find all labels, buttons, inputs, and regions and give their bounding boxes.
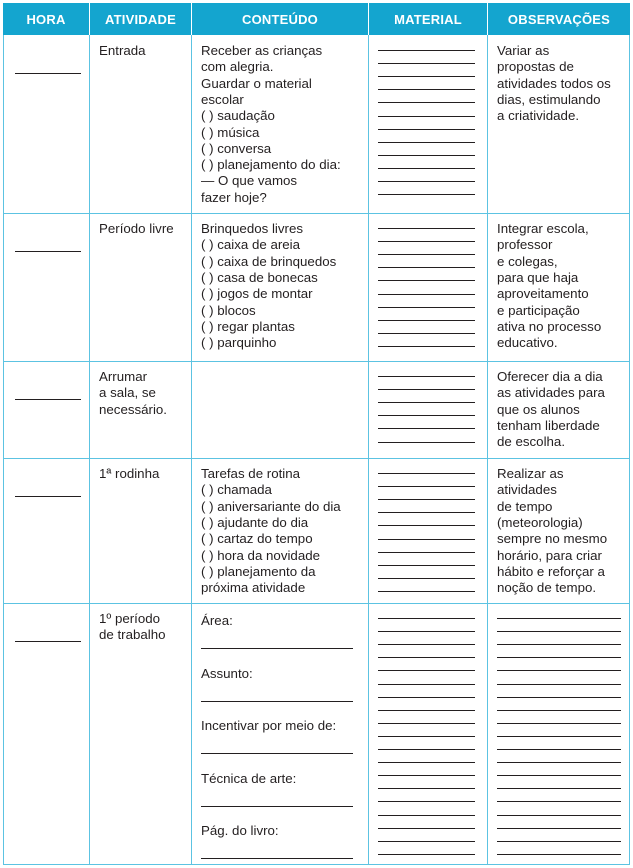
material-blank[interactable] <box>378 539 475 540</box>
row-divider <box>3 361 630 362</box>
column-divider <box>89 35 90 865</box>
observacoes-blank[interactable] <box>497 841 621 842</box>
hora-blank[interactable] <box>15 251 81 252</box>
observacoes-blank[interactable] <box>497 618 621 619</box>
hora-blank[interactable] <box>15 73 81 74</box>
material-blank[interactable] <box>378 749 475 750</box>
atividade-text: 1º período <box>99 611 161 626</box>
material-blank[interactable] <box>378 63 475 64</box>
observacoes-text: ativa no processo <box>497 318 602 334</box>
conteudo-field-blank[interactable] <box>201 858 353 859</box>
atividade-text: Arrumar <box>99 369 148 384</box>
observacoes-blank[interactable] <box>497 736 621 737</box>
conteudo-field-label: Técnica de arte: <box>201 770 297 786</box>
conteudo-text: próxima atividade <box>201 580 306 596</box>
observacoes-blank[interactable] <box>497 684 621 685</box>
material-blank[interactable] <box>378 618 475 619</box>
material-blank[interactable] <box>378 76 475 77</box>
observacoes-blank[interactable] <box>497 657 621 658</box>
material-blank[interactable] <box>378 801 475 802</box>
observacoes-blank[interactable] <box>497 801 621 802</box>
conteudo-text: ( ) jogos de montar <box>201 286 313 302</box>
column-divider <box>191 35 192 865</box>
material-blank[interactable] <box>378 50 475 51</box>
material-blank[interactable] <box>378 710 475 711</box>
conteudo-text: ( ) conversa <box>201 140 272 156</box>
observacoes-text: atividades todos os <box>497 75 611 91</box>
material-blank[interactable] <box>378 294 475 295</box>
observacoes-text: tenham liberdade <box>497 417 600 433</box>
material-blank[interactable] <box>378 428 475 429</box>
material-blank[interactable] <box>378 775 475 776</box>
conteudo-text: Tarefas de rotina <box>201 466 301 481</box>
observacoes-text: dias, estimulando <box>497 91 601 107</box>
observacoes-text: aproveitamento <box>497 286 589 302</box>
conteudo-text: ( ) planejamento da <box>201 563 316 579</box>
conteudo-field-label: Incentivar por meio de: <box>201 718 337 733</box>
material-blank[interactable] <box>378 591 475 592</box>
material-blank[interactable] <box>378 89 475 90</box>
hora-blank[interactable] <box>15 399 81 400</box>
conteudo-text: com alegria. <box>201 59 274 75</box>
header-hora: HORA <box>3 3 89 35</box>
observacoes-text: (meteorologia) <box>497 514 583 530</box>
material-blank[interactable] <box>378 181 475 182</box>
material-blank[interactable] <box>378 102 475 103</box>
row-divider <box>3 213 630 214</box>
material-blank[interactable] <box>378 512 475 513</box>
material-blank[interactable] <box>378 736 475 737</box>
conteudo-text: ( ) saudação <box>201 108 275 124</box>
conteudo-text: ( ) hora da novidade <box>201 547 321 563</box>
material-blank[interactable] <box>378 402 475 403</box>
material-blank[interactable] <box>378 552 475 553</box>
observacoes-blank[interactable] <box>497 644 621 645</box>
observacoes-text: a criatividade. <box>497 108 580 124</box>
material-blank[interactable] <box>378 525 475 526</box>
conteudo-text: ( ) ajudante do dia <box>201 514 309 530</box>
material-blank[interactable] <box>378 442 475 443</box>
material-blank[interactable] <box>378 854 475 855</box>
material-blank[interactable] <box>378 155 475 156</box>
material-blank[interactable] <box>378 415 475 416</box>
observacoes-blank[interactable] <box>497 854 621 855</box>
material-blank[interactable] <box>378 499 475 500</box>
observacoes-text: e participação <box>497 302 580 318</box>
material-blank[interactable] <box>378 254 475 255</box>
atividade-text: Entrada <box>99 43 146 58</box>
material-blank[interactable] <box>378 815 475 816</box>
observacoes-blank[interactable] <box>497 749 621 750</box>
row-divider <box>3 458 630 459</box>
observacoes-text: atividades <box>497 482 557 498</box>
hora-blank[interactable] <box>15 641 81 642</box>
observacoes-blank[interactable] <box>497 775 621 776</box>
conteudo-text: ( ) caixa de brinquedos <box>201 253 337 269</box>
observacoes-blank[interactable] <box>497 670 621 671</box>
conteudo-text: ( ) planejamento do dia: <box>201 157 341 173</box>
material-blank[interactable] <box>378 228 475 229</box>
material-blank[interactable] <box>378 657 475 658</box>
conteudo-text: ( ) aniversariante do dia <box>201 498 341 514</box>
conteudo-field-label: Área: <box>201 613 233 628</box>
observacoes-blank[interactable] <box>497 697 621 698</box>
material-blank[interactable] <box>378 578 475 579</box>
observacoes-blank[interactable] <box>497 815 621 816</box>
header-material: MATERIAL <box>369 3 487 35</box>
conteudo-text: ( ) caixa de areia <box>201 237 301 253</box>
material-blank[interactable] <box>378 389 475 390</box>
material-blank[interactable] <box>378 142 475 143</box>
observacoes-text: de tempo <box>497 498 553 514</box>
material-blank[interactable] <box>378 346 475 347</box>
conteudo-text: ( ) regar plantas <box>201 318 295 334</box>
observacoes-text: Realizar as <box>497 466 564 481</box>
material-blank[interactable] <box>378 280 475 281</box>
observacoes-text: que os alunos <box>497 401 580 417</box>
observacoes-text: educativo. <box>497 335 558 351</box>
material-blank[interactable] <box>378 116 475 117</box>
observacoes-text: professor <box>497 237 553 253</box>
material-blank[interactable] <box>378 631 475 632</box>
observacoes-text: hábito e reforçar a <box>497 563 605 579</box>
material-blank[interactable] <box>378 644 475 645</box>
material-blank[interactable] <box>378 670 475 671</box>
conteudo-text: fazer hoje? <box>201 189 267 205</box>
hora-blank[interactable] <box>15 496 81 497</box>
conteudo-text: ( ) parquinho <box>201 335 277 351</box>
conteudo-text: ( ) blocos <box>201 302 256 318</box>
material-blank[interactable] <box>378 241 475 242</box>
lesson-plan-table <box>3 3 630 865</box>
conteudo-text: escolar <box>201 91 244 107</box>
conteudo-text: ( ) música <box>201 124 260 140</box>
column-divider <box>487 35 488 865</box>
conteudo-text: ( ) casa de bonecas <box>201 269 318 285</box>
material-blank[interactable] <box>378 307 475 308</box>
material-blank[interactable] <box>378 723 475 724</box>
material-blank[interactable] <box>378 376 475 377</box>
observacoes-text: para que haja <box>497 269 579 285</box>
material-blank[interactable] <box>378 828 475 829</box>
conteudo-text: Guardar o material <box>201 75 312 91</box>
conteudo-field-label: Pág. do livro: <box>201 823 279 838</box>
header-atividade: ATIVIDADE <box>90 3 191 35</box>
conteudo-text: — O que vamos <box>201 173 298 189</box>
observacoes-text: Variar as <box>497 43 550 58</box>
conteudo-field-blank[interactable] <box>201 753 353 754</box>
conteudo-text: Receber as crianças <box>201 43 323 58</box>
observacoes-blank[interactable] <box>497 762 621 763</box>
conteudo-field-blank[interactable] <box>201 648 353 649</box>
material-blank[interactable] <box>378 684 475 685</box>
material-blank[interactable] <box>378 267 475 268</box>
material-blank[interactable] <box>378 129 475 130</box>
material-blank[interactable] <box>378 168 475 169</box>
material-blank[interactable] <box>378 320 475 321</box>
header-conteudo: CONTEÚDO <box>192 3 368 35</box>
material-blank[interactable] <box>378 333 475 334</box>
atividade-text: necessário. <box>99 401 167 417</box>
observacoes-text: as atividades para <box>497 385 605 401</box>
observacoes-text: e colegas, <box>497 253 558 269</box>
column-divider <box>368 35 369 865</box>
observacoes-blank[interactable] <box>497 631 621 632</box>
atividade-text: Período livre <box>99 221 174 236</box>
material-blank[interactable] <box>378 565 475 566</box>
observacoes-text: horário, para criar <box>497 547 602 563</box>
conteudo-text: Brinquedos livres <box>201 221 303 236</box>
observacoes-text: noção de tempo. <box>497 580 597 596</box>
observacoes-text: propostas de <box>497 59 574 75</box>
material-blank[interactable] <box>378 473 475 474</box>
conteudo-field-blank[interactable] <box>201 701 353 702</box>
atividade-text: a sala, se <box>99 385 156 401</box>
atividade-text: 1ª rodinha <box>99 466 160 481</box>
atividade-text: de trabalho <box>99 627 166 643</box>
conteudo-text: ( ) cartaz do tempo <box>201 531 313 547</box>
observacoes-blank[interactable] <box>497 723 621 724</box>
material-blank[interactable] <box>378 788 475 789</box>
observacoes-text: Integrar escola, <box>497 221 589 236</box>
conteudo-field-label: Assunto: <box>201 665 253 681</box>
observacoes-text: sempre no mesmo <box>497 531 608 547</box>
observacoes-blank[interactable] <box>497 710 621 711</box>
material-blank[interactable] <box>378 697 475 698</box>
material-blank[interactable] <box>378 486 475 487</box>
observacoes-blank[interactable] <box>497 828 621 829</box>
material-blank[interactable] <box>378 762 475 763</box>
conteudo-field-blank[interactable] <box>201 806 353 807</box>
observacoes-text: Oferecer dia a dia <box>497 369 603 384</box>
row-divider <box>3 603 630 604</box>
material-blank[interactable] <box>378 841 475 842</box>
header-observacoes: OBSERVAÇÕES <box>488 3 630 35</box>
observacoes-text: de escolha. <box>497 434 566 450</box>
observacoes-blank[interactable] <box>497 788 621 789</box>
conteudo-text: ( ) chamada <box>201 482 272 498</box>
material-blank[interactable] <box>378 194 475 195</box>
